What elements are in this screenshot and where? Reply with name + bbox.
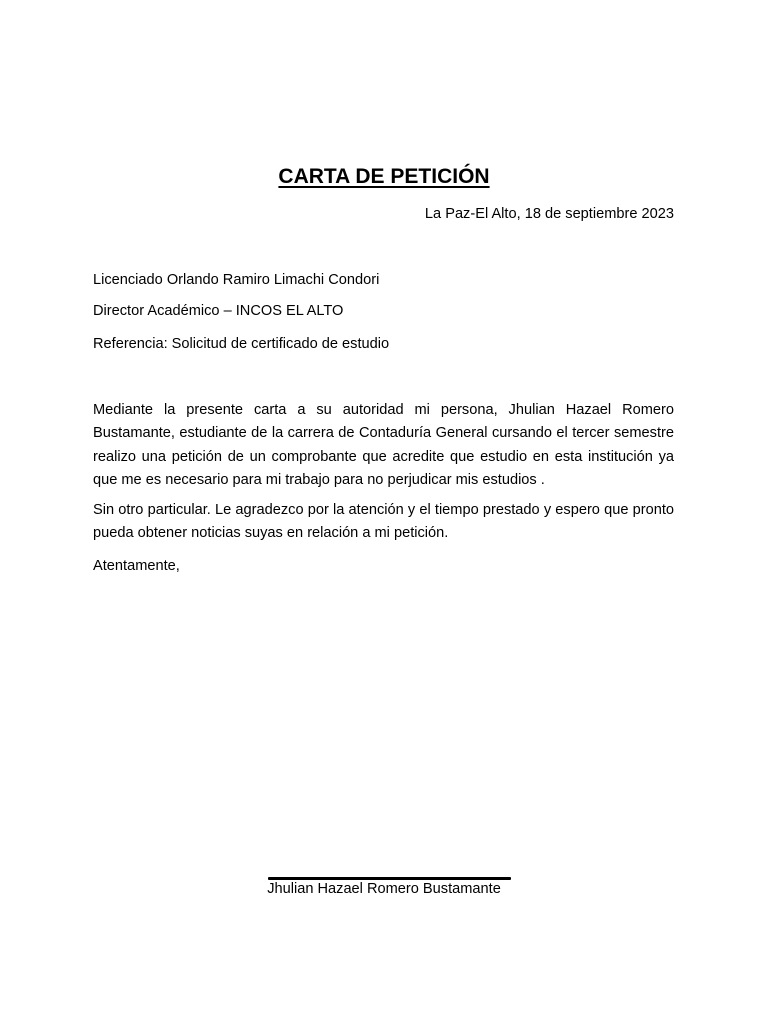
closing-text: Atentamente, — [93, 558, 180, 574]
recipient-position: Director Académico – INCOS EL ALTO — [93, 303, 344, 319]
signature-line — [268, 877, 511, 880]
signature-name: Jhulian Hazael Romero Bustamante — [267, 881, 501, 897]
recipient-name: Licenciado Orlando Ramiro Limachi Condori — [93, 272, 380, 288]
body-paragraph-1: Mediante la presente carta a su autoridad mi persona, Jhulian Hazael Romero Bustamante, estudiante de la carrera de Contaduría General cursando el tercer semestre realizo una petición de un comprobante que acredite que estudio en esta institución ya que me es necesario para mi trabajo para no perjudicar mis estudios . — [93, 402, 674, 488]
signature-block — [0, 881, 768, 897]
body-paragraph-2: Sin otro particular. Le agradezco por la atención y el tiempo prestado y espero que pronto pueda obtener noticias suyas en relación a mi petición. — [93, 502, 674, 542]
letter-title: CARTA DE PETICIÓN — [278, 165, 490, 188]
place-date: La Paz-El Alto, 18 de septiembre 2023 — [424, 206, 674, 222]
reference-line: Referencia: Solicitud de certificado de estudio — [93, 336, 390, 352]
